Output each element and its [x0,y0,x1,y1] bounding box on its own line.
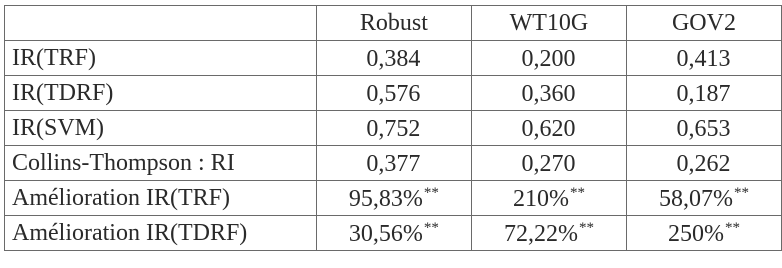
table-cell [316,216,471,251]
row-label: Amélioration IR(TDRF) [5,216,317,251]
cell-value: 30,56% [348,220,423,247]
table-cell [626,146,781,181]
significance-marker: ** [733,184,749,201]
table-row [5,146,782,181]
table-cell [626,111,781,146]
row-label: Amélioration IR(TRF) [5,181,317,216]
significance-marker: ** [569,184,585,201]
table-cell [316,111,471,146]
cell-value: 0,384 [366,45,421,72]
cell-value: 0,752 [366,115,421,142]
row-label: IR(TRF) [5,41,317,76]
cell-value: 210% [512,185,569,212]
column-header-robust: Robust [316,6,471,41]
cell-value: 0,360 [521,80,576,107]
table-row [5,111,782,146]
table-cell [471,216,626,251]
significance-marker: ** [423,184,439,201]
results-table [4,5,782,251]
cell-value: 0,620 [521,115,576,142]
significance-marker: ** [578,219,594,236]
significance-marker: ** [423,219,439,236]
table-row [5,181,782,216]
row-label: IR(TDRF) [5,76,317,111]
table-cell [316,41,471,76]
table-cell [626,216,781,251]
cell-value: 72,22% [503,220,578,247]
table-cell [316,146,471,181]
cell-value: 0,262 [676,150,731,177]
corner-cell [5,6,317,41]
table-cell [626,41,781,76]
cell-value: 0,270 [521,150,576,177]
cell-value: 0,377 [366,150,421,177]
column-header-wt10g: WT10G [471,6,626,41]
table-row [5,216,782,251]
table-cell [471,146,626,181]
cell-value: 0,576 [366,80,421,107]
cell-value: 0,653 [676,115,731,142]
table-cell [471,181,626,216]
cell-value: 58,07% [658,185,733,212]
cell-value: 250% [667,220,724,247]
table-cell [626,76,781,111]
table-row [5,76,782,111]
header-row [5,6,782,41]
table-cell [316,181,471,216]
significance-marker: ** [724,219,740,236]
cell-value: 0,200 [521,45,576,72]
table-cell [316,76,471,111]
table-cell [471,41,626,76]
cell-value: 0,413 [676,45,731,72]
table-cell [626,181,781,216]
row-label: IR(SVM) [5,111,317,146]
cell-value: 95,83% [348,185,423,212]
row-label: Collins-Thompson : RI [5,146,317,181]
column-header-gov2: GOV2 [626,6,781,41]
cell-value: 0,187 [676,80,731,107]
table-cell [471,76,626,111]
table-cell [471,111,626,146]
table-row [5,41,782,76]
